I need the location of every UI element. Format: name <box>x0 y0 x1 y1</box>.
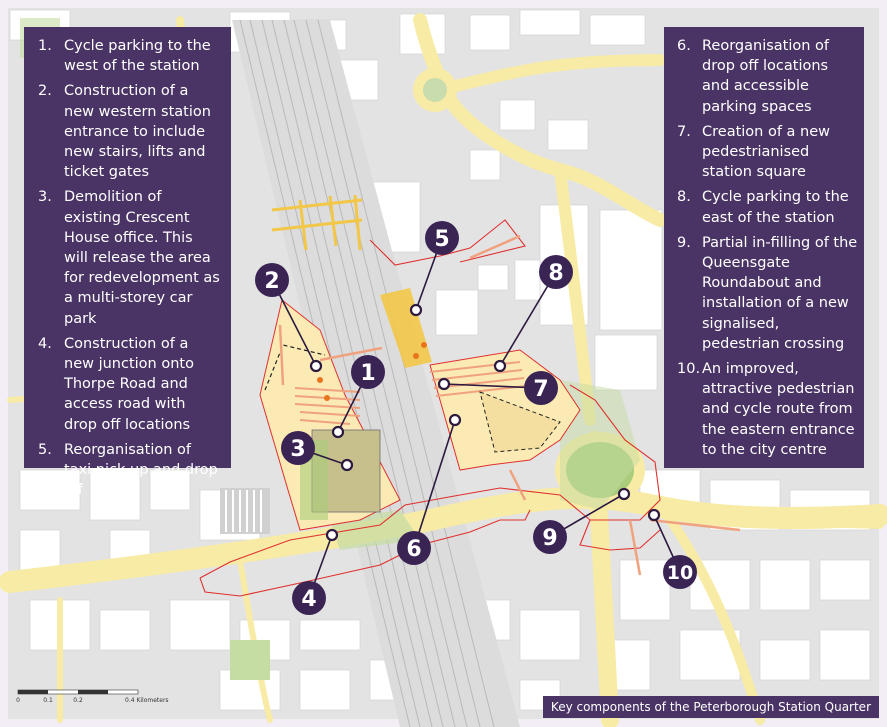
key-list-right <box>677 36 858 460</box>
key-item-2-text: Construction of a new western station entrance to include new stairs, lifts and ticket gates <box>64 83 211 181</box>
marker-4[interactable] <box>292 581 326 615</box>
scale-tick-2: 0.2 <box>73 697 83 704</box>
key-item-7 <box>677 122 858 183</box>
key-item-5-number: 5. <box>38 441 52 458</box>
key-item-3 <box>38 187 221 328</box>
marker-3-label: 3 <box>290 437 306 462</box>
key-panel-left <box>24 27 231 499</box>
key-panel-right <box>664 27 864 468</box>
scale-tick-3: 0.4 Kilometers <box>125 697 169 704</box>
marker-4-label: 4 <box>301 587 317 612</box>
key-item-2-number: 2. <box>38 83 52 100</box>
key-item-5 <box>38 440 221 501</box>
car-park-bays <box>220 488 270 534</box>
marker-10-label: 10 <box>666 562 694 584</box>
key-item-4-text: Construction of a new junction onto Thorpe Road and access road with drop off locations <box>64 335 194 433</box>
scale-tick-1: 0.1 <box>43 697 53 704</box>
key-item-6-text: Reorganisation of drop off locations and accessible parking spaces <box>702 38 830 115</box>
key-item-3-text: Demolition of existing Crescent House office. This will release the area for redevelopment as a multi-storey car park <box>64 189 220 327</box>
key-item-6 <box>677 36 858 117</box>
key-item-5-text: Reorganisation of taxi pick up and drop off <box>64 441 218 499</box>
marker-5[interactable] <box>425 221 459 255</box>
key-item-1-number: 1. <box>38 38 52 54</box>
marker-2-label: 2 <box>264 269 280 294</box>
marker-8[interactable] <box>539 255 573 289</box>
key-item-8-text: Cycle parking to the east of the station <box>702 189 849 226</box>
key-item-3-number: 3. <box>38 189 52 206</box>
key-list-left <box>38 36 221 500</box>
key-item-10 <box>677 359 858 460</box>
key-item-9 <box>677 233 858 354</box>
marker-6-label: 6 <box>406 537 422 562</box>
key-item-8-number: 8. <box>677 189 691 206</box>
marker-6[interactable] <box>397 531 431 565</box>
marker-8-label: 8 <box>548 261 564 286</box>
scale-tick-0: 0 <box>16 697 20 704</box>
marker-2[interactable] <box>255 263 289 297</box>
map-caption: Key components of the Peterborough Station Quarter <box>543 696 879 718</box>
marker-3[interactable] <box>281 431 315 465</box>
marker-9[interactable] <box>533 520 567 554</box>
key-item-10-number: 10. <box>677 361 701 378</box>
marker-5-label: 5 <box>434 227 450 252</box>
marker-1-label: 1 <box>360 361 376 386</box>
key-item-7-number: 7. <box>677 123 691 140</box>
key-item-9-number: 9. <box>677 234 691 251</box>
marker-9-label: 9 <box>542 526 558 551</box>
marker-10[interactable] <box>663 555 697 589</box>
marker-7-label: 7 <box>533 377 549 402</box>
key-item-7-text: Creation of a new pedestrianised station square <box>702 123 831 181</box>
key-item-4 <box>38 334 221 435</box>
key-item-1 <box>38 36 221 76</box>
key-item-10-text: An improved, attractive pedestrian and cycle route from the eastern entrance to the city centre <box>702 361 855 458</box>
marker-1[interactable] <box>351 355 385 389</box>
marker-7[interactable] <box>524 371 558 405</box>
key-item-6-number: 6. <box>677 38 691 54</box>
key-item-1-text: Cycle parking to the west of the station <box>64 38 211 75</box>
key-item-9-text: Partial in-filling of the Queensgate Roundabout and installation of a new signalised, pedestrian crossing <box>702 234 858 352</box>
key-item-2 <box>38 81 221 182</box>
key-item-8 <box>677 187 858 227</box>
key-item-4-number: 4. <box>38 335 52 352</box>
